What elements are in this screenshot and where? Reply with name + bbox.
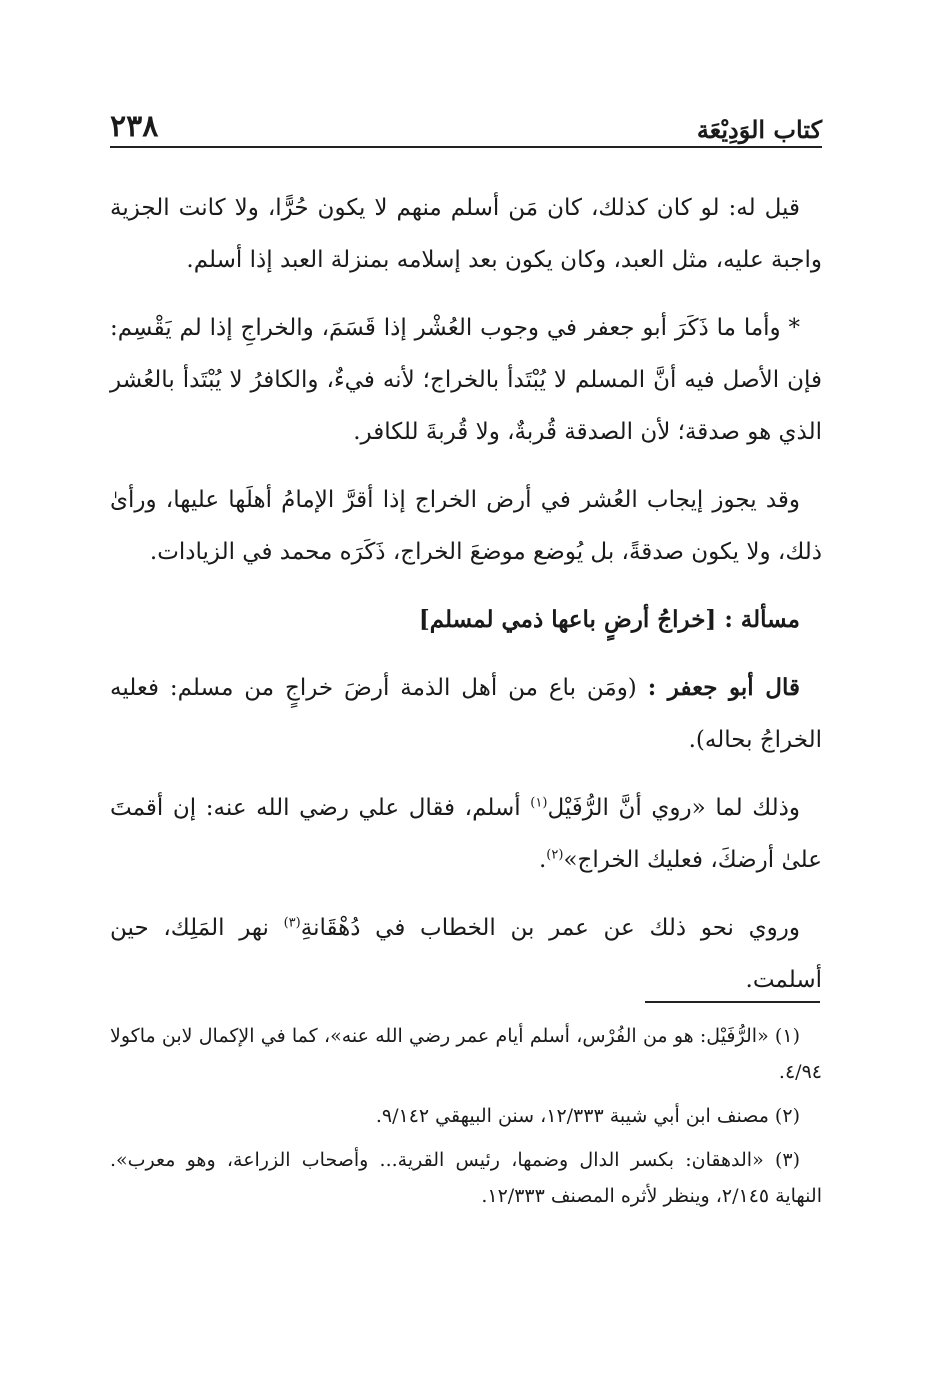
text-segment: وروي نحو ذلك عن عمر بن الخطاب في دُهْقَانةِ <box>300 915 800 941</box>
text-segment: نهر المَلِك، حين أسلمت. <box>110 915 822 993</box>
quote-paragraph <box>110 662 822 766</box>
footnote-ref: (٣) <box>283 915 301 931</box>
text-segment: وذلك لما «روي أنَّ الرُّفَيْل <box>547 795 800 821</box>
paragraph: وقد يجوز إيجاب العُشر في أرض الخراج إذا أقرَّ الإمامُ أهلَها عليها، ورأىٰ ذلك، ولا يكون صدقةً، بل يُوضع موضعَ الخراج، ذَكَرَه محمد في الزيادات. <box>110 487 822 565</box>
quote-text: (ومَن باع من أهل الذمة أرضَ خراجٍ من مسلم: فعليه الخراجُ بحاله). <box>110 675 822 753</box>
page-body <box>110 182 822 1006</box>
paragraph: * وأما ما ذَكَرَ أبو جعفر في وجوب العُشْر إذا قَسَمَ، والخراجِ إذا لم يَقْسِم: فإن الأصل فيه أنَّ المسلم لا يُبْتَدأ بالخراج؛ لأنه فيءٌ، والكافرُ لا يُبْتَدأ بالعُشر الذي هو صدقة؛ لأن الصدقة قُربةٌ، ولا قُربةَ للكافر. <box>110 315 822 445</box>
paragraph <box>110 902 822 1006</box>
page <box>110 100 822 1022</box>
page-header <box>110 100 822 148</box>
footnote: (١) «الرُّفَيْل: هو من الفُرْس، أسلم أيام عمر رضي الله عنه»، كما في الإكمال لابن ماكولا ٤/٩٤. <box>110 1025 822 1083</box>
text-segment: . <box>538 847 547 873</box>
quote-label: قال أبو جعفر : <box>647 674 800 701</box>
footnote-separator <box>110 1001 820 1003</box>
footnote-ref: (٢) <box>546 847 564 863</box>
footnote-ref: (١) <box>530 795 548 811</box>
book-title: كتاب الوَدِيْعَة <box>696 115 822 144</box>
footnote: (٣) «الدهقان: بكسر الدال وضمها، رئيس القرية... وأصحاب الزراعة، وهو معرب». النهاية ٢/١٤٥، وينظر لأثره المصنف ١٢/٣٣٣. <box>110 1149 822 1207</box>
heading-label: مسألة : <box>724 606 800 633</box>
paragraph: قيل له: لو كان كذلك، كان مَن أسلم منهم لا يكون حُرًّا، ولا كانت الجزية واجبة عليه، مثل العبد، وكان يكون بعد إسلامه بمنزلة العبد إذا أسلم. <box>110 195 822 273</box>
footnote: (٢) مصنف ابن أبي شيبة ١٢/٣٣٣، سنن البيهقي ٩/١٤٢. <box>375 1105 800 1127</box>
text-segment: أسلم، فقال علي رضي الله عنه: إن أقمتَ علىٰ أرضكَ، فعليك الخراج» <box>110 795 822 873</box>
page-number: ٢٣٨ <box>110 109 159 144</box>
section-heading <box>110 594 822 646</box>
paragraph <box>110 782 822 886</box>
separator-line <box>645 1001 820 1003</box>
footnotes <box>110 1018 822 1222</box>
heading-title: [خراجُ أرضٍ باعها ذمي لمسلم] <box>418 606 717 633</box>
